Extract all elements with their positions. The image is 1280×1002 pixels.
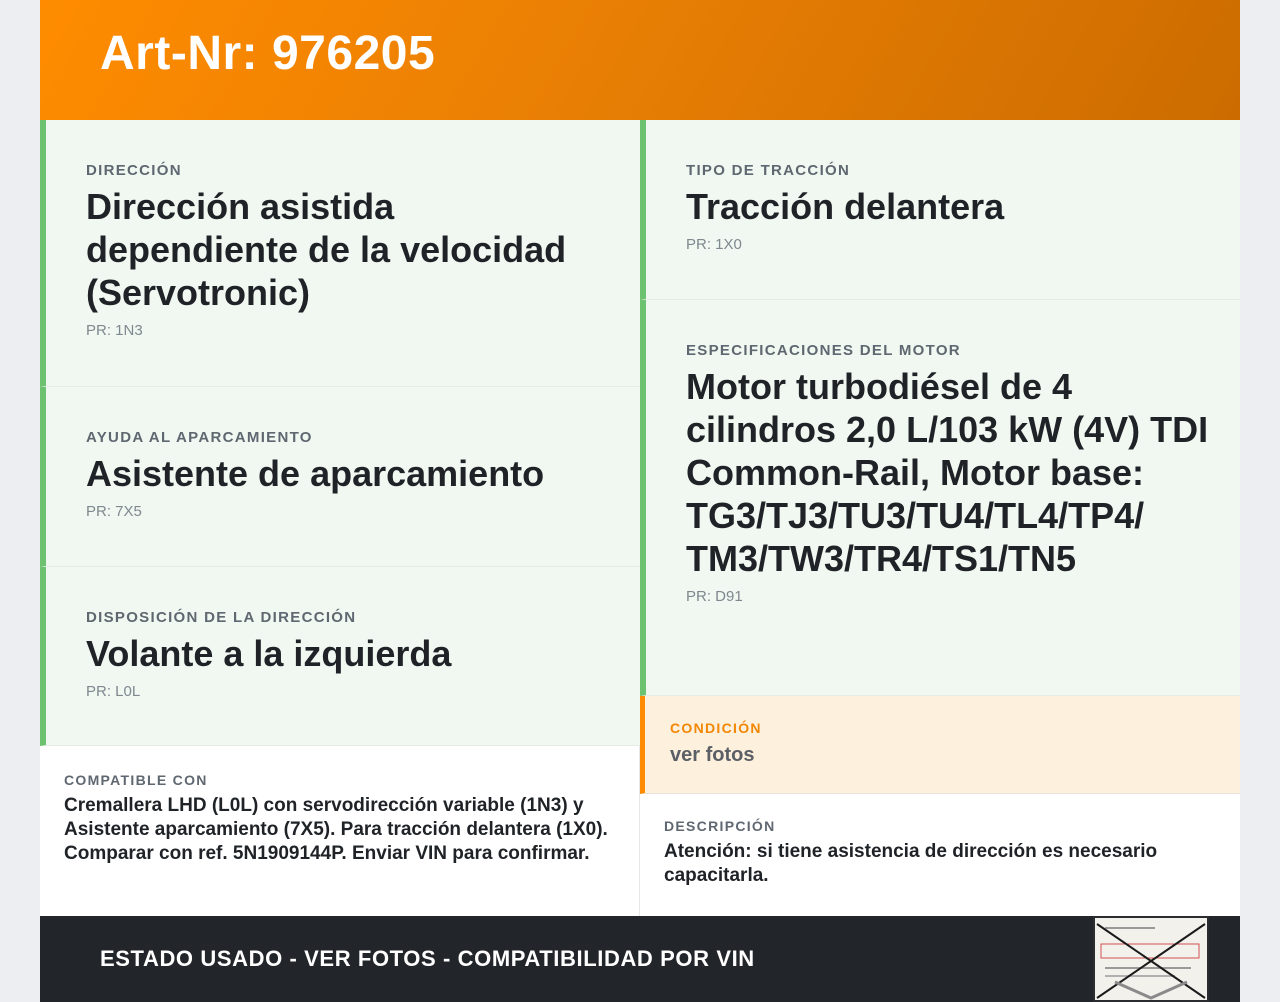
spec-label: TIPO DE TRACCIÓN [686,162,851,179]
spec-card-aparcamiento [40,387,640,567]
description-label: DESCRIPCIÓN [664,818,776,834]
spec-value: Volante a la izquierda [86,633,452,674]
spec-value: Asistente de aparcamiento [86,453,545,494]
description-text: Atención: si tiene asistencia de dirección es necesario capacitarla. [664,841,1158,886]
spec-label: DISPOSICIÓN DE LA DIRECCIÓN [86,609,357,626]
condition-text: ver fotos [670,744,755,766]
spec-card-disposicion [40,567,640,746]
footer-text: ESTADO USADO - VER FOTOS - COMPATIBILIDAD POR VIN [100,946,755,971]
condition-label: CONDICIÓN [670,720,762,736]
spec-value: Dirección asistida dependiente de la velocidad (Servotronic) [86,186,567,313]
header [40,0,1240,120]
spec-card-traccion [640,120,1240,300]
right-column [640,120,1240,916]
description-section [640,794,1240,916]
part-label-photo-icon[interactable] [1093,916,1209,1002]
part-label-photo-icon-svg [1095,918,1207,1000]
spec-label: DIRECCIÓN [86,162,182,179]
spec-pr-code: PR: 1X0 [686,236,742,253]
compatible-text: Cremallera LHD (L0L) con servodirección variable (1N3) y Asistente aparcamiento (7X5). Para tracción delantera (1X0). Comparar con ref. 5N1909144P. Enviar VIN para confirmar. [64,795,608,864]
spec-label: AYUDA AL APARCAMIENTO [86,429,313,446]
column-divider [639,746,640,916]
page-title: Art-Nr: 976205 [100,27,436,80]
spec-pr-code: PR: D91 [686,588,743,605]
spec-pr-code: PR: 7X5 [86,503,142,520]
spec-value: Tracción delantera [686,186,1005,227]
left-column [40,120,640,916]
condition-section [640,696,1240,794]
compatible-section [40,746,640,916]
footer [40,916,1240,1002]
spec-card-motor [640,300,1240,696]
page [40,0,1240,1002]
spec-pr-code: PR: L0L [86,683,141,700]
spec-pr-code: PR: 1N3 [86,322,143,339]
compatible-label: COMPATIBLE CON [64,772,208,788]
spec-value: Motor turbodiésel de 4 cilindros 2,0 L/103 kW (4V) TDI Common-Rail, Motor base: TG3/TJ3/TU3/TU4/TL4/TP4/ TM3/TW3/TR4/TS1/TN5 [686,366,1209,579]
spec-card-direccion [40,120,640,387]
spec-label: ESPECIFICACIONES DEL MOTOR [686,342,961,359]
